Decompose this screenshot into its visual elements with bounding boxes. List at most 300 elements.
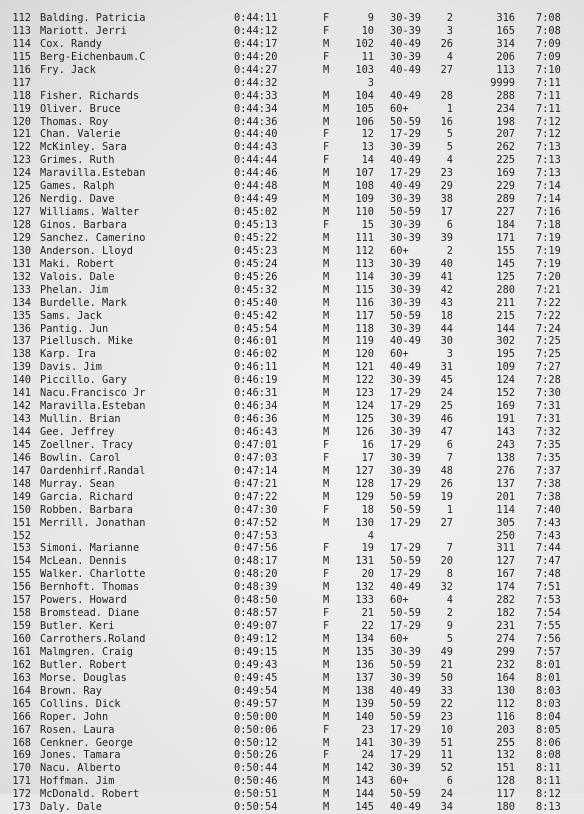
result-age: 50-59 bbox=[390, 309, 421, 322]
result-name: Sams. Jack bbox=[40, 309, 102, 322]
result-row bbox=[0, 568, 584, 581]
result-row bbox=[0, 788, 584, 801]
result-name: Maki. Robert bbox=[40, 257, 115, 270]
result-age: 50-59 bbox=[390, 697, 421, 710]
result-num: 20 bbox=[361, 568, 374, 581]
result-ap: 5 bbox=[446, 633, 453, 645]
result-num: 19 bbox=[361, 542, 374, 555]
result-place: 116 bbox=[12, 63, 31, 76]
result-sex: M bbox=[323, 374, 330, 387]
result-pace: 8:05 bbox=[536, 723, 561, 736]
result-sex: M bbox=[323, 736, 330, 749]
result-time: 0:47:14 bbox=[234, 464, 278, 477]
result-ap: 4 bbox=[446, 594, 453, 607]
result-place: 168 bbox=[12, 736, 31, 749]
result-place: 114 bbox=[12, 37, 31, 50]
result-sex: M bbox=[323, 335, 330, 348]
result-row bbox=[0, 426, 584, 439]
result-bib: 227 bbox=[496, 206, 515, 219]
result-place: 172 bbox=[12, 788, 31, 801]
result-sex: F bbox=[323, 219, 330, 231]
result-age: 30-39 bbox=[390, 12, 421, 24]
result-row bbox=[0, 517, 584, 530]
result-bib: 184 bbox=[496, 219, 515, 231]
result-time: 0:47:22 bbox=[234, 490, 278, 503]
result-place: 151 bbox=[12, 516, 31, 529]
result-age: 30-39 bbox=[390, 257, 421, 270]
result-time: 0:49:54 bbox=[234, 684, 278, 697]
result-age: 40-49 bbox=[390, 801, 421, 814]
result-name: Piellusch. Mike bbox=[40, 335, 133, 348]
result-row bbox=[0, 335, 584, 348]
result-pace: 7:14 bbox=[536, 180, 561, 193]
result-pace: 7:24 bbox=[536, 322, 561, 335]
result-row bbox=[0, 90, 584, 103]
result-num: 106 bbox=[355, 115, 374, 128]
result-pace: 7:08 bbox=[536, 12, 561, 24]
result-pace: 8:01 bbox=[536, 658, 561, 671]
result-bib: 117 bbox=[496, 788, 515, 801]
result-name: Fry. Jack bbox=[40, 63, 96, 76]
result-age: 30-39 bbox=[390, 193, 421, 206]
result-bib: 113 bbox=[496, 63, 515, 76]
result-bib: 262 bbox=[496, 141, 515, 154]
result-age: 40-49 bbox=[390, 335, 421, 348]
result-age: 30-39 bbox=[390, 270, 421, 283]
result-num: 124 bbox=[355, 400, 374, 413]
result-num: 12 bbox=[361, 128, 374, 141]
result-row bbox=[0, 387, 584, 400]
result-time: 0:46:02 bbox=[234, 348, 278, 361]
result-num: 103 bbox=[355, 63, 374, 76]
result-pace: 7:22 bbox=[536, 296, 561, 309]
result-age: 30-39 bbox=[390, 283, 421, 296]
result-pace: 7:22 bbox=[536, 309, 561, 322]
result-time: 0:44:36 bbox=[234, 115, 278, 128]
result-bib: 169 bbox=[496, 400, 515, 413]
result-ap: 2 bbox=[446, 607, 453, 620]
result-ap: 24 bbox=[440, 387, 453, 400]
result-pace: 7:43 bbox=[536, 516, 561, 529]
result-ap: 48 bbox=[440, 464, 453, 477]
result-place: 170 bbox=[12, 762, 31, 775]
result-row bbox=[0, 594, 584, 607]
result-pace: 7:37 bbox=[536, 464, 561, 477]
result-ap: 3 bbox=[446, 24, 453, 37]
result-age: 17-29 bbox=[390, 167, 421, 180]
result-sex: M bbox=[323, 296, 330, 309]
result-row bbox=[0, 504, 584, 517]
result-sex: M bbox=[323, 283, 330, 296]
result-time: 0:44:46 bbox=[234, 167, 278, 180]
result-place: 124 bbox=[12, 167, 31, 180]
result-pace: 7:14 bbox=[536, 193, 561, 206]
result-time: 0:48:39 bbox=[234, 581, 278, 594]
result-place: 146 bbox=[12, 451, 31, 464]
result-row bbox=[0, 232, 584, 245]
result-bib: 109 bbox=[496, 361, 515, 374]
result-num: 123 bbox=[355, 387, 374, 400]
result-age: 17-29 bbox=[390, 723, 421, 736]
result-bib: 302 bbox=[496, 335, 515, 348]
result-ap: 22 bbox=[440, 697, 453, 710]
results-list bbox=[0, 12, 584, 814]
result-ap: 27 bbox=[440, 516, 453, 529]
result-pace: 7:09 bbox=[536, 50, 561, 63]
result-sex: M bbox=[323, 490, 330, 503]
result-num: 129 bbox=[355, 490, 374, 503]
result-name: Mullin. Brian bbox=[40, 413, 121, 426]
result-name: Valois. Dale bbox=[40, 270, 115, 283]
result-sex: M bbox=[323, 762, 330, 775]
result-place: 159 bbox=[12, 620, 31, 633]
result-pace: 7:19 bbox=[536, 244, 561, 257]
result-pace: 8:03 bbox=[536, 697, 561, 710]
result-place: 127 bbox=[12, 206, 31, 219]
result-place: 150 bbox=[12, 503, 31, 516]
result-bib: 112 bbox=[496, 697, 515, 710]
result-place: 155 bbox=[12, 568, 31, 581]
result-row bbox=[0, 452, 584, 465]
result-time: 0:47:03 bbox=[234, 451, 278, 464]
result-sex: M bbox=[323, 387, 330, 400]
result-time: 0:44:20 bbox=[234, 50, 278, 63]
result-pace: 7:21 bbox=[536, 283, 561, 296]
result-time: 0:47:30 bbox=[234, 503, 278, 516]
result-name: Robben. Barbara bbox=[40, 503, 133, 516]
result-place: 153 bbox=[12, 542, 31, 555]
result-time: 0:44:17 bbox=[234, 37, 278, 50]
result-bib: 152 bbox=[496, 387, 515, 400]
result-pace: 7:57 bbox=[536, 645, 561, 658]
result-name: Zoellner. Tracy bbox=[40, 438, 133, 451]
result-place: 137 bbox=[12, 335, 31, 348]
result-pace: 7:13 bbox=[536, 141, 561, 154]
result-time: 0:50:00 bbox=[234, 710, 278, 723]
result-bib: 229 bbox=[496, 180, 515, 193]
result-row bbox=[0, 51, 584, 64]
result-row bbox=[0, 103, 584, 116]
result-time: 0:48:50 bbox=[234, 594, 278, 607]
result-time: 0:44:40 bbox=[234, 128, 278, 141]
result-bib: 314 bbox=[496, 37, 515, 50]
result-time: 0:49:07 bbox=[234, 620, 278, 633]
result-place: 115 bbox=[12, 50, 31, 63]
result-pace: 7:19 bbox=[536, 231, 561, 244]
result-num: 18 bbox=[361, 503, 374, 516]
result-age: 17-29 bbox=[390, 568, 421, 581]
result-place: 149 bbox=[12, 490, 31, 503]
result-place: 120 bbox=[12, 115, 31, 128]
result-num: 135 bbox=[355, 645, 374, 658]
result-name: Anderson. Lloyd bbox=[40, 244, 133, 257]
result-num: 109 bbox=[355, 193, 374, 206]
result-name: Nerdig. Dave bbox=[40, 193, 115, 206]
result-name: Roper. John bbox=[40, 710, 109, 723]
result-age: 30-39 bbox=[390, 231, 421, 244]
result-bib: 165 bbox=[496, 24, 515, 37]
result-bib: 151 bbox=[496, 762, 515, 775]
result-pace: 7:48 bbox=[536, 568, 561, 581]
result-bib: 116 bbox=[496, 710, 515, 723]
result-name: Fisher. Richards bbox=[40, 89, 140, 102]
result-time: 0:46:31 bbox=[234, 387, 278, 400]
result-pace: 7:13 bbox=[536, 154, 561, 167]
result-place: 148 bbox=[12, 477, 31, 490]
result-sex: F bbox=[323, 24, 330, 37]
result-num: 110 bbox=[355, 206, 374, 219]
result-pace: 7:40 bbox=[536, 503, 561, 516]
result-pace: 7:11 bbox=[536, 102, 561, 115]
result-time: 0:49:57 bbox=[234, 697, 278, 710]
result-name: Rosen. Laura bbox=[40, 723, 115, 736]
result-bib: 195 bbox=[496, 348, 515, 361]
result-num: 9 bbox=[367, 12, 374, 24]
result-bib: 215 bbox=[496, 309, 515, 322]
result-time: 0:45:22 bbox=[234, 231, 278, 244]
result-sex: M bbox=[323, 244, 330, 257]
result-name: Carrothers.Roland bbox=[40, 633, 146, 645]
result-name: Chan. Valerie bbox=[40, 128, 121, 141]
result-age: 50-59 bbox=[390, 115, 421, 128]
result-bib: 211 bbox=[496, 296, 515, 309]
result-sex: M bbox=[323, 37, 330, 50]
result-ap: 33 bbox=[440, 684, 453, 697]
result-row bbox=[0, 219, 584, 232]
result-bib: 144 bbox=[496, 322, 515, 335]
result-bib: 169 bbox=[496, 167, 515, 180]
result-pace: 7:38 bbox=[536, 490, 561, 503]
result-ap: 41 bbox=[440, 270, 453, 283]
result-ap: 6 bbox=[446, 219, 453, 231]
result-place: 144 bbox=[12, 426, 31, 438]
result-row bbox=[0, 775, 584, 788]
result-place: 113 bbox=[12, 24, 31, 37]
result-sex: M bbox=[323, 581, 330, 594]
result-pace: 7:12 bbox=[536, 128, 561, 141]
result-row bbox=[0, 711, 584, 724]
result-pace: 8:11 bbox=[536, 775, 561, 788]
result-ap: 39 bbox=[440, 231, 453, 244]
result-time: 0:44:48 bbox=[234, 180, 278, 193]
result-time: 0:46:43 bbox=[234, 426, 278, 438]
result-age: 50-59 bbox=[390, 555, 421, 568]
result-name: Burdelle. Mark bbox=[40, 296, 127, 309]
result-sex: M bbox=[323, 516, 330, 529]
result-age: 30-39 bbox=[390, 671, 421, 684]
result-place: 173 bbox=[12, 801, 31, 814]
result-num: 13 bbox=[361, 141, 374, 154]
result-time: 0:47:21 bbox=[234, 477, 278, 490]
result-num: 125 bbox=[355, 413, 374, 426]
result-bib: 9999 bbox=[490, 76, 515, 89]
result-time: 0:45:23 bbox=[234, 244, 278, 257]
result-bib: 288 bbox=[496, 89, 515, 102]
result-row bbox=[0, 25, 584, 38]
result-row bbox=[0, 374, 584, 387]
result-sex: F bbox=[323, 503, 330, 516]
result-place: 133 bbox=[12, 283, 31, 296]
result-name: Nacu.Francisco Jr bbox=[40, 387, 146, 400]
result-ap: 28 bbox=[440, 89, 453, 102]
result-name: Brown. Ray bbox=[40, 684, 102, 697]
result-row bbox=[0, 310, 584, 323]
result-sex: M bbox=[323, 115, 330, 128]
result-pace: 8:11 bbox=[536, 762, 561, 775]
result-age: 17-29 bbox=[390, 387, 421, 400]
result-name: Maravilla.Esteban bbox=[40, 400, 146, 413]
result-sex: M bbox=[323, 801, 330, 814]
result-num: 119 bbox=[355, 335, 374, 348]
result-pace: 7:19 bbox=[536, 257, 561, 270]
result-name: Gee. Jeffrey bbox=[40, 426, 115, 438]
result-bib: 137 bbox=[496, 477, 515, 490]
result-bib: 231 bbox=[496, 620, 515, 633]
result-sex: M bbox=[323, 426, 330, 438]
result-place: 132 bbox=[12, 270, 31, 283]
result-age: 30-39 bbox=[390, 413, 421, 426]
result-num: 127 bbox=[355, 464, 374, 477]
result-num: 139 bbox=[355, 697, 374, 710]
result-sex: F bbox=[323, 607, 330, 620]
result-place: 119 bbox=[12, 102, 31, 115]
result-pace: 7:56 bbox=[536, 633, 561, 645]
result-row bbox=[0, 297, 584, 310]
result-pace: 7:47 bbox=[536, 555, 561, 568]
result-sex: M bbox=[323, 322, 330, 335]
result-ap: 26 bbox=[440, 37, 453, 50]
result-num: 130 bbox=[355, 516, 374, 529]
result-pace: 7:43 bbox=[536, 529, 561, 542]
result-time: 0:44:27 bbox=[234, 63, 278, 76]
result-ap: 38 bbox=[440, 193, 453, 206]
result-ap: 18 bbox=[440, 309, 453, 322]
result-ap: 44 bbox=[440, 322, 453, 335]
result-bib: 316 bbox=[496, 12, 515, 24]
result-pace: 7:18 bbox=[536, 219, 561, 231]
result-time: 0:49:15 bbox=[234, 645, 278, 658]
result-place: 118 bbox=[12, 89, 31, 102]
result-place: 167 bbox=[12, 723, 31, 736]
result-age: 30-39 bbox=[390, 464, 421, 477]
result-bib: 171 bbox=[496, 231, 515, 244]
result-age: 17-29 bbox=[390, 749, 421, 762]
result-age: 50-59 bbox=[390, 658, 421, 671]
result-name: Ginos. Barbara bbox=[40, 219, 127, 231]
result-age: 17-29 bbox=[390, 128, 421, 141]
result-name: Cox. Randy bbox=[40, 37, 102, 50]
result-age: 30-39 bbox=[390, 296, 421, 309]
result-bib: 167 bbox=[496, 568, 515, 581]
result-ap: 16 bbox=[440, 115, 453, 128]
result-num: 11 bbox=[361, 50, 374, 63]
result-time: 0:47:01 bbox=[234, 438, 278, 451]
result-num: 114 bbox=[355, 270, 374, 283]
result-pace: 7:35 bbox=[536, 451, 561, 464]
result-row bbox=[0, 128, 584, 141]
result-num: 4 bbox=[367, 529, 374, 542]
result-pace: 7:11 bbox=[536, 89, 561, 102]
result-num: 22 bbox=[361, 620, 374, 633]
result-name: Butler. Robert bbox=[40, 658, 127, 671]
result-time: 0:47:56 bbox=[234, 542, 278, 555]
result-name: Thomas. Roy bbox=[40, 115, 109, 128]
result-row bbox=[0, 154, 584, 167]
result-pace: 7:54 bbox=[536, 607, 561, 620]
result-row bbox=[0, 672, 584, 685]
result-num: 105 bbox=[355, 102, 374, 115]
result-age: 60+ bbox=[390, 102, 409, 115]
result-age: 30-39 bbox=[390, 762, 421, 775]
result-time: 0:50:12 bbox=[234, 736, 278, 749]
result-pace: 7:16 bbox=[536, 206, 561, 219]
result-sex: F bbox=[323, 568, 330, 581]
result-ap: 52 bbox=[440, 762, 453, 775]
result-name: Pantig. Jun bbox=[40, 322, 109, 335]
result-name: Phelan. Jim bbox=[40, 283, 109, 296]
result-ap: 25 bbox=[440, 400, 453, 413]
result-place: 154 bbox=[12, 555, 31, 568]
result-place: 161 bbox=[12, 645, 31, 658]
result-num: 104 bbox=[355, 89, 374, 102]
result-place: 135 bbox=[12, 309, 31, 322]
result-bib: 124 bbox=[496, 374, 515, 387]
result-num: 136 bbox=[355, 658, 374, 671]
result-age: 50-59 bbox=[390, 607, 421, 620]
result-num: 3 bbox=[367, 76, 374, 89]
result-pace: 7:09 bbox=[536, 37, 561, 50]
result-bib: 145 bbox=[496, 257, 515, 270]
result-pace: 7:10 bbox=[536, 63, 561, 76]
result-bib: 255 bbox=[496, 736, 515, 749]
result-ap: 4 bbox=[446, 50, 453, 63]
result-row bbox=[0, 323, 584, 336]
result-row bbox=[0, 38, 584, 51]
result-sex: M bbox=[323, 231, 330, 244]
result-num: 122 bbox=[355, 374, 374, 387]
result-pace: 8:08 bbox=[536, 749, 561, 762]
result-name: Karp. Ira bbox=[40, 348, 96, 361]
result-time: 0:44:32 bbox=[234, 76, 278, 89]
result-name: Piccillo. Gary bbox=[40, 374, 127, 387]
result-num: 107 bbox=[355, 167, 374, 180]
result-name: Powers. Howard bbox=[40, 594, 127, 607]
result-time: 0:49:12 bbox=[234, 633, 278, 645]
result-time: 0:48:17 bbox=[234, 555, 278, 568]
result-num: 145 bbox=[355, 801, 374, 814]
result-place: 140 bbox=[12, 374, 31, 387]
result-place: 139 bbox=[12, 361, 31, 374]
result-time: 0:47:52 bbox=[234, 516, 278, 529]
result-place: 152 bbox=[12, 529, 31, 542]
result-name: Grimes. Ruth bbox=[40, 154, 115, 167]
result-bib: 125 bbox=[496, 270, 515, 283]
result-num: 131 bbox=[355, 555, 374, 568]
result-age: 50-59 bbox=[390, 206, 421, 219]
result-num: 17 bbox=[361, 451, 374, 464]
result-age: 30-39 bbox=[390, 736, 421, 749]
result-sex: M bbox=[323, 102, 330, 115]
result-age: 30-39 bbox=[390, 50, 421, 63]
result-row bbox=[0, 659, 584, 672]
result-sex: M bbox=[323, 477, 330, 490]
result-num: 24 bbox=[361, 749, 374, 762]
result-name: Maravilla.Esteban bbox=[40, 167, 146, 180]
result-sex: M bbox=[323, 697, 330, 710]
result-name: Davis. Jim bbox=[40, 361, 102, 374]
result-ap: 2 bbox=[446, 12, 453, 24]
result-name: Oliver. Bruce bbox=[40, 102, 121, 115]
